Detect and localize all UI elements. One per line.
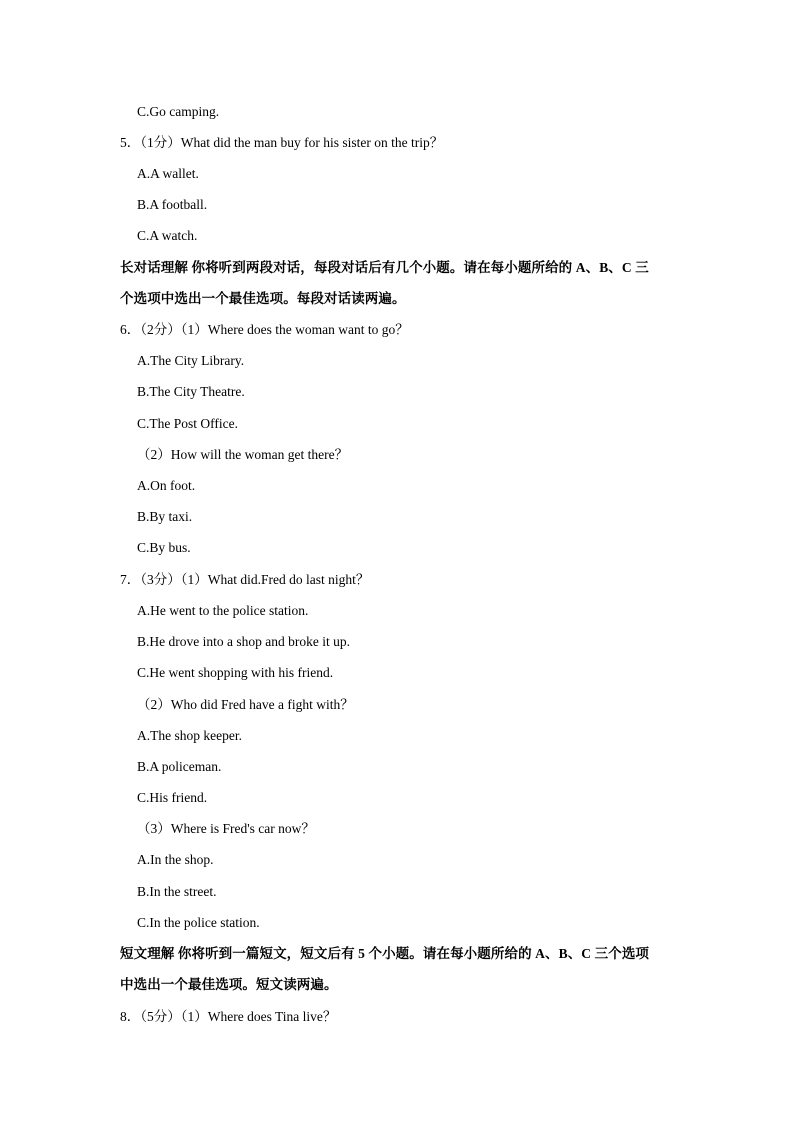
q7-1-option-c: C.He went shopping with his friend.	[137, 665, 334, 680]
q6-2-option-c: C.By bus.	[137, 540, 191, 555]
q7-2-option-a: A.The shop keeper.	[137, 728, 242, 743]
q6-question: 6．（2分）（1）Where does the woman want to go？	[120, 322, 409, 337]
q7-2-question: （2）Who did Fred have a fight with？	[137, 697, 354, 712]
section-short-passage-instructions-cont: 中选出一个最佳选项。短文读两遍。	[120, 977, 338, 992]
q5-option-c: C.A watch.	[137, 228, 198, 243]
section-long-dialogue-instructions-cont: 个选项中选出一个最佳选项。每段对话读两遍。	[120, 291, 406, 306]
q7-question: 7．（3分）（1）What did.Fred do last night？	[120, 572, 370, 587]
q6-1-option-c: C.The Post Office.	[137, 416, 238, 431]
q6-2-option-b: B.By taxi.	[137, 509, 193, 524]
section-long-dialogue-instructions: 长对话理解 你将听到两段对话，每段对话后有几个小题。请在每小题所给的 A、B、C 三	[120, 260, 649, 275]
q5-option-a: A.A wallet.	[137, 166, 199, 181]
q7-3-option-b: B.In the street.	[137, 884, 217, 899]
q7-3-question: （3）Where is Fred's car now？	[137, 821, 315, 836]
q6-2-question: （2）How will the woman get there？	[137, 447, 349, 462]
q6-1-option-a: A.The City Library.	[137, 353, 245, 368]
section-short-passage-instructions: 短文理解 你将听到一篇短文，短文后有 5 个小题。请在每小题所给的 A、B、C 三个选项	[120, 946, 650, 961]
q7-3-option-c: C.In the police station.	[137, 915, 260, 930]
q8-question: 8．（5分）（1）Where does Tina live？	[120, 1009, 337, 1024]
q5-option-b: B.A football.	[137, 197, 208, 212]
q6-1-option-b: B.The City Theatre.	[137, 384, 245, 399]
q7-3-option-a: A.In the shop.	[137, 852, 214, 867]
q6-2-option-a: A.On foot.	[137, 478, 196, 493]
q5-question: 5．（1分）What did the man buy for his sister on the trip？	[120, 135, 444, 150]
q7-1-option-b: B.He drove into a shop and broke it up.	[137, 634, 350, 649]
q7-2-option-b: B.A policeman.	[137, 759, 222, 774]
q7-2-option-c: C.His friend.	[137, 790, 208, 805]
q4-option-c: C.Go camping.	[137, 104, 220, 119]
q7-1-option-a: A.He went to the police station.	[137, 603, 309, 618]
